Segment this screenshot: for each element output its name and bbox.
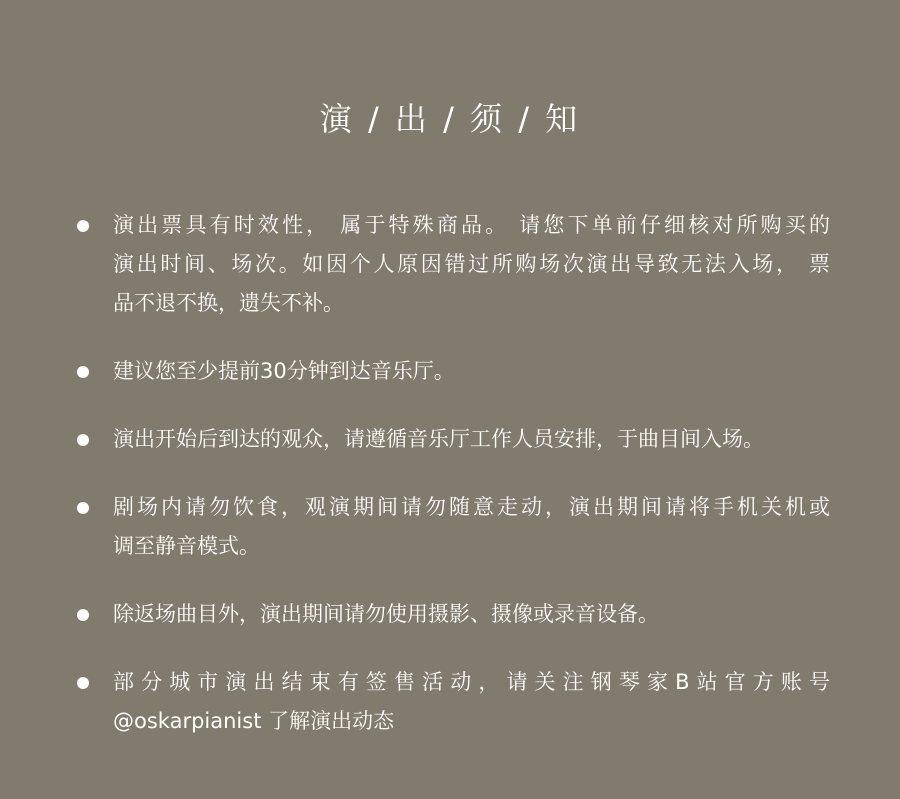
notice-text xyxy=(113,206,830,323)
list-item xyxy=(0,352,900,391)
notice-text xyxy=(113,352,830,391)
bullet-icon xyxy=(77,366,89,378)
text-line: 建议您至少提前30分钟到达音乐厅。 xyxy=(113,359,455,383)
notice-text xyxy=(113,488,830,566)
notice-text xyxy=(113,663,830,741)
bullet-icon xyxy=(77,609,89,621)
list-item xyxy=(0,595,900,634)
notice-list xyxy=(0,206,900,770)
list-item xyxy=(0,420,900,459)
text-line: 演出票具有时效性， 属于特殊商品。 请您下单前仔细核对所购买的 xyxy=(113,213,830,237)
text-line: 剧场内请勿饮食，观演期间请勿随意走动，演出期间请将手机关机或 xyxy=(113,495,830,519)
text-line: 品不退不换，遗失不补。 xyxy=(113,291,344,315)
bullet-icon xyxy=(77,434,89,446)
bullet-icon xyxy=(77,220,89,232)
text-line: 演出时间、场次。如因个人原因错过所购场次演出导致无法入场， 票 xyxy=(113,252,830,276)
page-title: 演 / 出 / 须 / 知 xyxy=(319,100,581,138)
text-line: 演出开始后到达的观众，请遵循音乐厅工作人员安排，于曲目间入场。 xyxy=(113,427,764,451)
text-line: 调至静音模式。 xyxy=(113,534,260,558)
list-item xyxy=(0,663,900,741)
bullet-icon xyxy=(77,502,89,514)
notice-text xyxy=(113,595,830,634)
text-line: 除返场曲目外，演出期间请勿使用摄影、摄像或录音设备。 xyxy=(113,602,659,626)
bullet-icon xyxy=(77,677,89,689)
text-line: 部分城市演出结束有签售活动，请关注钢琴家B站官方账号 xyxy=(113,670,830,694)
text-line: @oskarpianist 了解演出动态 xyxy=(113,709,395,733)
notice-text xyxy=(113,420,830,459)
list-item xyxy=(0,206,900,323)
list-item xyxy=(0,488,900,566)
